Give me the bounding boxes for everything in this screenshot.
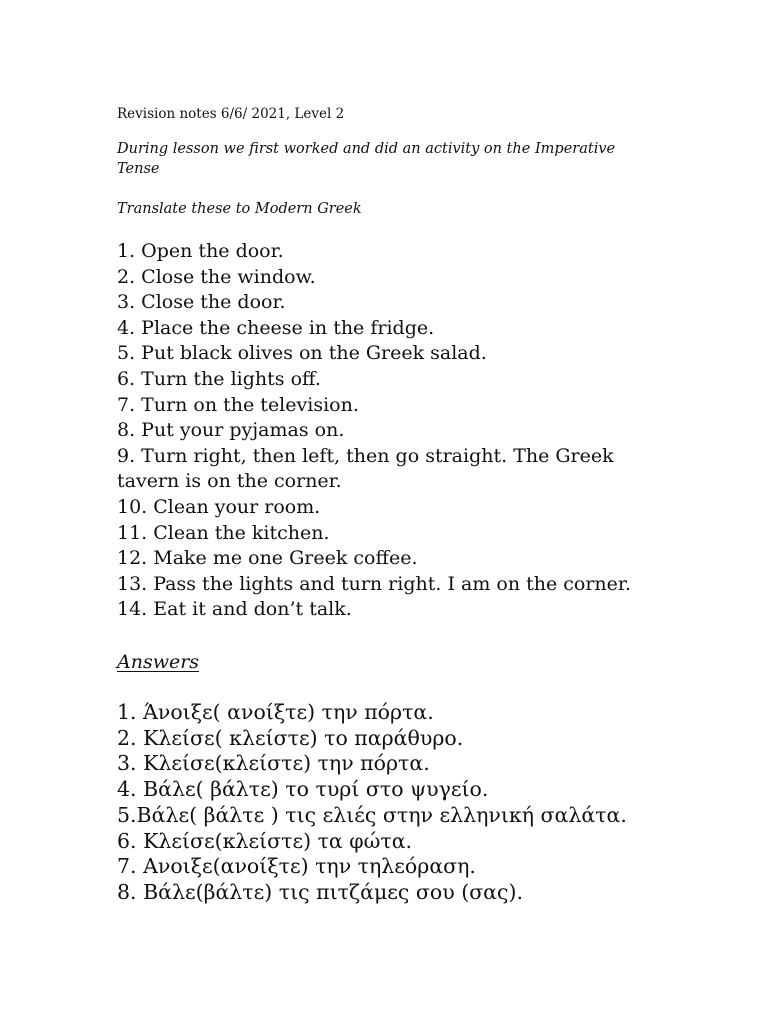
question-item: 8. Put your pyjamas on. [117, 419, 345, 442]
answer-item: 3. Κλείσε(κλείστε) την πόρτα. [117, 751, 430, 776]
answer-item: 4. Βάλε( βάλτε) το τυρί στο ψυγείο. [117, 777, 489, 802]
question-item: 6. Turn the lights off. [117, 367, 321, 390]
question-item: 1. Open the door. [117, 240, 284, 262]
answers-heading: Answers [117, 651, 200, 673]
question-item: 12. Make me one Greek coffee. [117, 547, 418, 570]
answer-item: 2. Κλείσε( κλείστε) το παράθυρο. [117, 725, 464, 750]
question-item: 7. Turn on the television. [117, 393, 359, 416]
answer-item: 6. Κλείσε(κλείστε) τα φώτα. [117, 828, 413, 853]
question-item: 3. Close the door. [117, 291, 286, 314]
question-item: 9. Turn right, then left, then go straight. The Greek tavern is on the corner. [117, 444, 614, 493]
answer-item: 8. Βάλε(βάλτε) τις πιτζάμες σου (σας). [117, 879, 524, 904]
answers-list [117, 700, 677, 906]
question-item: 2. Close the window. [117, 265, 316, 288]
answer-item: 7. Ανοιξε(ανοίξτε) την τηλεόραση. [117, 854, 476, 879]
intro-text: During lesson we first worked and did an activity on the Imperative Tense [117, 141, 616, 177]
document-header: Revision notes 6/6/ 2021, Level 2 [117, 106, 345, 122]
question-item: 4. Place the cheese in the fridge. [117, 316, 435, 339]
question-item: 5. Put black olives on the Greek salad. [117, 342, 487, 365]
instruction-text: Translate these to Modern Greek [117, 201, 362, 217]
answer-item: 5.Βάλε( βάλτε ) τις ελιές στην ελληνική σαλάτα. [117, 802, 627, 827]
answer-item: 1. Άνοιξε( ανοίξτε) την πόρτα. [117, 700, 434, 724]
question-item: 10. Clean your room. [117, 495, 321, 518]
questions-list [117, 239, 657, 623]
question-item: 13. Pass the lights and turn right. I am on the corner. [117, 572, 631, 595]
question-item: 11. Clean the kitchen. [117, 521, 330, 544]
question-item: 14. Eat it and don’t talk. [117, 598, 352, 621]
